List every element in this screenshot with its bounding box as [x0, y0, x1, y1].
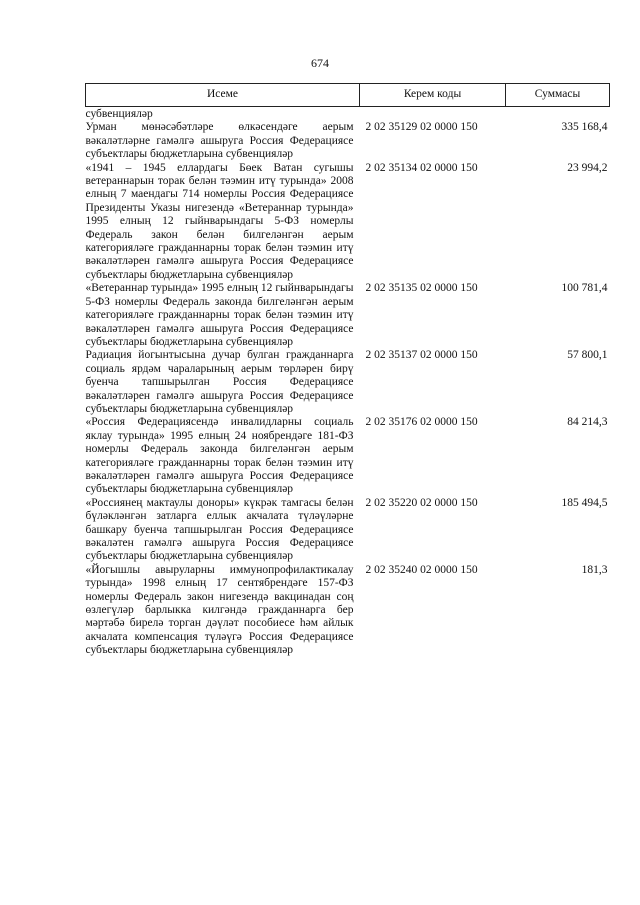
table-row [86, 162, 610, 283]
continuation-row [86, 107, 610, 122]
row-sum: 23 994,2 [567, 161, 608, 174]
table-body [86, 107, 610, 658]
row-sum: 185 494,5 [561, 496, 608, 509]
row-sum: 84 214,3 [567, 416, 608, 429]
header-sum: Суммасы [506, 84, 610, 107]
continuation-sum-empty [506, 107, 610, 122]
table-row [86, 282, 610, 349]
table-row [86, 416, 610, 496]
continuation-code-empty [360, 107, 506, 122]
row-name: Радиация йогынтысына дучар булган гражданнарга социаль ярдәм чараларының аерым төрләрен бирү буенча тапшырылган Россия Федерациясе вәкаләтләрен гамәлгә ашыруга Россия Федерациясе субъектлары бюджетларына субвенцияләр [85, 349, 354, 415]
row-name: «Россиянең мактаулы доноры» күкрәк тамгасы белән бүләкләнгән затларга еллык акчалата түләүләрне башкару буенча тапшырылган Россия Федерациясе вәкаләтен гамәлгә ашыруга Россия Федерациясе субъектлары бюджетларына субвенцияләр [85, 496, 354, 563]
row-name: Урман мөнәсәбәтләре өлкәсендәге аерым вәкаләтләрне гамәлгә ашыруга Россия Федерациясе субъектлары бюджетларына субвенцияләр [85, 121, 354, 161]
row-sum: 335 168,4 [561, 121, 608, 134]
continuation-text: субвенцияләр [85, 108, 153, 120]
row-name: «Россия Федерациясендә инвалидларны социаль яклау турында» 1995 елның 24 ноябрендәге 181-ФЗ номерлы Федераль законда билгеләнгән аерым категорияләге гражданнарны торак белән тәэмин итү вәкаләтләрен гамәлгә ашыруга Россия Федерациясе субъектлары бюджетларына субвенцияләр [85, 416, 354, 496]
row-code: 2 02 35137 02 0000 150 [365, 349, 478, 362]
table-row [86, 564, 610, 658]
row-name: «Йогышлы авыруларны иммунопрофилактикалау турында» 1998 елның 17 сентябрендәге 157-ФЗ номерлы Федераль закон нигезендә вакцинадан соң өзлегүләр барлыкка килгәндә гражданнарга бер мәртәбә бирелә торган дәүләт пособиесе һәм айлык акчалата компенсация түләүгә Россия Федерациясе субъектлары бюджетларына субвенцияләр [85, 563, 354, 657]
budget-table [85, 83, 610, 658]
table-row [86, 497, 610, 564]
table-row [86, 349, 610, 416]
row-name: «1941 – 1945 еллардагы Бөек Ватан сугышы ветераннарын торак белән тәэмин итү турында» 2008 елның 7 маендагы 714 номерлы Россия Федерациясе Президенты Указы нигезендә «Ветераннар турында» 1995 елның 12 гыйнварындагы 5-ФЗ номерлы Федераль закон белән билгеләнгән аерым категорияләге гражданнарны торак белән тәэмин итү вәкаләтләрен гамәлгә ашыруга Россия Федерациясе субъектлары бюджетларына субвенцияләр [85, 161, 354, 281]
row-code: 2 02 35134 02 0000 150 [365, 161, 478, 174]
header-name: Исеме [86, 84, 360, 107]
header-row [86, 84, 610, 107]
row-sum: 57 800,1 [567, 349, 608, 362]
row-sum: 181,3 [581, 563, 608, 576]
row-code: 2 02 35240 02 0000 150 [365, 563, 478, 576]
row-code: 2 02 35129 02 0000 150 [365, 121, 478, 134]
row-code: 2 02 35135 02 0000 150 [365, 282, 478, 295]
row-code: 2 02 35220 02 0000 150 [365, 496, 478, 509]
page-number: 674 [311, 56, 329, 70]
table-row [86, 121, 610, 161]
row-name: «Ветераннар турында» 1995 елның 12 гыйнварындагы 5-ФЗ номерлы Федераль законда билгеләнгән аерым категорияләге гражданнарны торак белән тәэмин итү вәкаләтләрен гамәлгә ашыруга Россия Федерациясе субъектлары бюджетларына субвенцияләр [85, 282, 354, 348]
table-header [86, 84, 610, 107]
row-sum: 100 781,4 [561, 282, 608, 295]
header-code: Керем коды [360, 84, 506, 107]
row-code: 2 02 35176 02 0000 150 [365, 416, 478, 429]
